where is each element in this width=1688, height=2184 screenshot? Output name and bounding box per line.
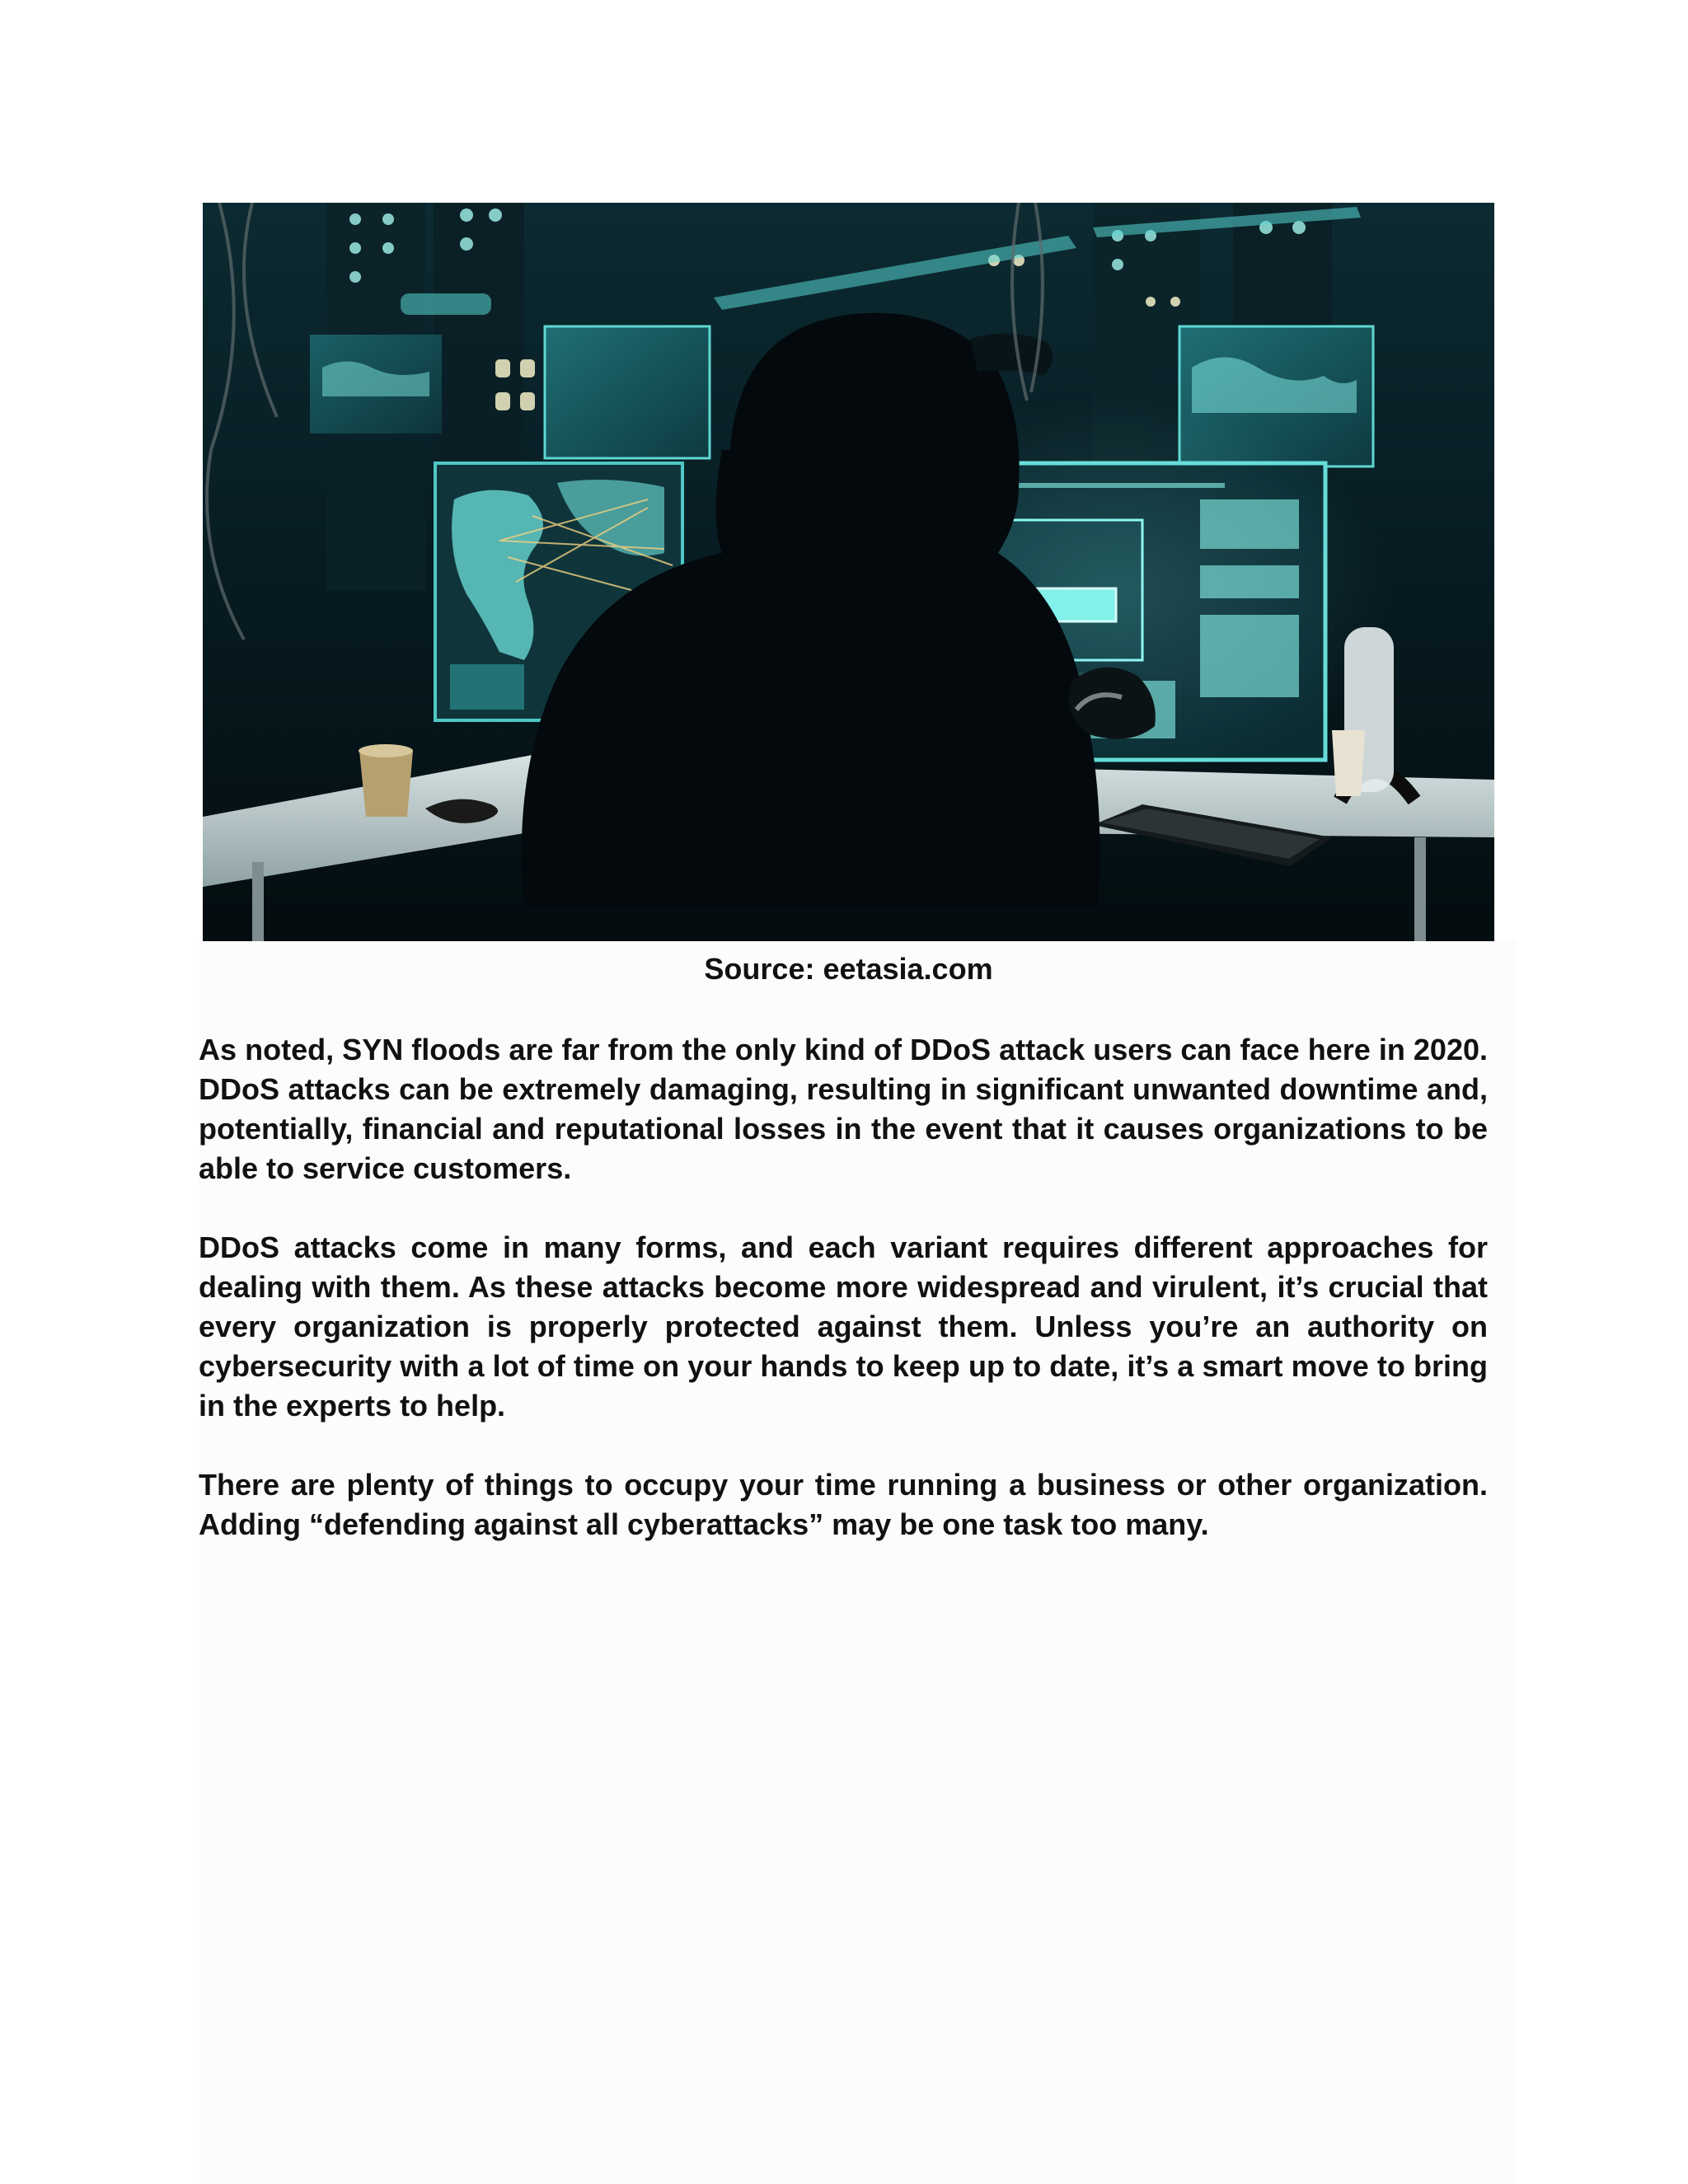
paragraph-business-time: There are plenty of things to occupy your time running a business or other organization. Adding “defending against all cyberattacks” may be one task too many. [199, 1468, 1488, 1541]
paragraph-ddos-forms: DDoS attacks come in many forms, and each variant requires different approaches for dealing with them. As these attacks become more widespread and virulent, it’s crucial that every organization is properly protected against them. Unless you’re an authority on cybersecurity with a lot of time on your hands to keep up to date, it’s a smart move to bring in the experts to help. [199, 1230, 1488, 1422]
paragraph-ddos-overview: As noted, SYN floods are far from the only kind of DDoS attack users can face here in 2020. DDoS attacks can be extremely damaging, resulting in significant unwanted downtime and, potentially, financial and reputational losses in the event that it causes organizations to be able to service customers. [199, 1033, 1488, 1185]
figure-caption: Source: eetasia.com [704, 952, 993, 986]
hacker-photo-illustration [203, 203, 1494, 941]
hacker-photo [203, 203, 1494, 941]
